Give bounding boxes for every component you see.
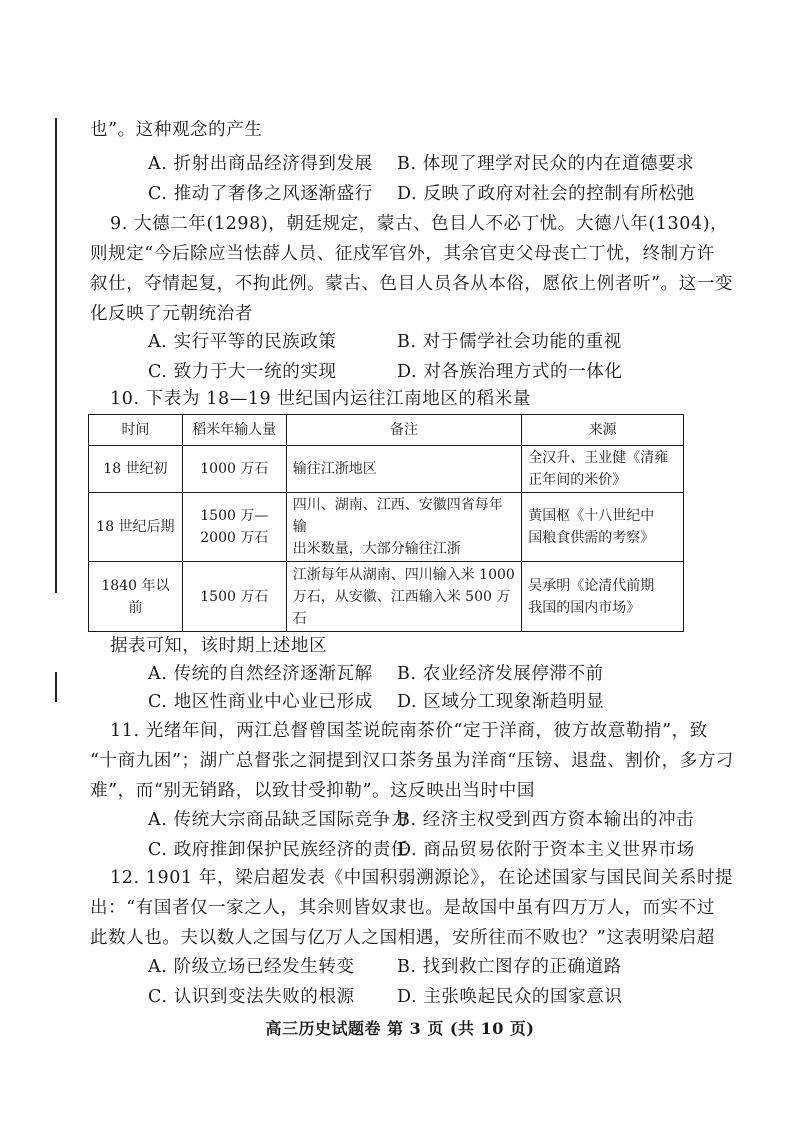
q10-option-b[interactable]: B. 农业经济发展停滞不前 <box>397 664 604 684</box>
table-cell-time: 1840 年以前 <box>89 562 183 632</box>
q10-stem: 10. 下表为 18—19 世纪国内运往江南地区的稻米量 <box>110 389 531 409</box>
binding-margin-mark <box>55 672 57 702</box>
q9-option-d[interactable]: D. 对各族治理方式的一体化 <box>397 362 623 382</box>
q12-stem-line-1: 12. 1901 年，梁启超发表《中国积弱溯源论》，在论述国家与国民间关系时提 <box>110 868 734 888</box>
q10-option-c[interactable]: C. 地区性商业中心业已形成 <box>148 692 373 712</box>
q9-option-a[interactable]: A. 实行平等的民族政策 <box>148 332 337 352</box>
q10-after-table: 据表可知，该时期上述地区 <box>110 636 328 656</box>
q11-option-c[interactable]: C. 政府推卸保护民族经济的责任 <box>148 840 409 860</box>
table-cell-source <box>522 446 684 493</box>
rice-import-table <box>88 414 684 632</box>
table-cell-source <box>522 492 684 562</box>
q12-option-a[interactable]: A. 阶级立场已经发生转变 <box>148 957 355 977</box>
q8-option-a[interactable]: A. 折射出商品经济得到发展 <box>148 154 373 174</box>
table-cell-amount <box>182 492 286 562</box>
cell-line: 我国的国内市场》 <box>528 599 641 616</box>
table-row <box>89 562 684 632</box>
table-cell-note <box>286 446 522 493</box>
table-cell-source <box>522 562 684 632</box>
q9-stem-line-4: 化反映了元朝统治者 <box>90 304 253 324</box>
cell-line: 四川、湖南、江西、安徽四省每年输 <box>292 497 503 536</box>
table-cell-note <box>286 562 522 632</box>
q11-option-b[interactable]: B. 经济主权受到西方资本输出的冲击 <box>397 810 695 830</box>
q8-option-d[interactable]: D. 反映了政府对社会的控制有所松弛 <box>397 184 695 204</box>
table-cell-amount <box>182 562 286 632</box>
q10-option-a[interactable]: A. 传统的自然经济逐渐瓦解 <box>148 664 373 684</box>
q12-stem-line-2: 出：“有国者仅一家之人，其余则皆奴隶也。是故国中虽有四万万人，而实不过 <box>90 898 715 918</box>
table-header-amount: 稻米年输人量 <box>182 415 286 446</box>
cell-line: 2000 万石 <box>200 530 269 547</box>
q8-stem-tail: 也”。这种观念的产生 <box>90 120 263 140</box>
table-header-note: 备注 <box>286 415 522 446</box>
cell-line: 输往江浙地区 <box>292 460 377 477</box>
table-row <box>89 446 684 493</box>
cell-line: 国粮食供需的考察》 <box>528 530 655 547</box>
q11-option-d[interactable]: D. 商品贸易依附于资本主义世界市场 <box>397 840 695 860</box>
q11-stem-line-2: “十商九困”；湖广总督张之洞提到汉口茶务虽为洋商“压镑、退盘、割价，多方刁 <box>90 751 735 771</box>
cell-line: 1500 万石 <box>200 588 269 605</box>
q8-option-b[interactable]: B. 体现了理学对民众的内在道德要求 <box>397 154 695 174</box>
q9-option-c[interactable]: C. 致力于大一统的实现 <box>148 362 337 382</box>
q9-stem-line-2: 则规定“今后除应当怯薛人员、征戍军官外，其余官吏父母丧亡丁忧，终制方许 <box>90 244 715 264</box>
q9-option-b[interactable]: B. 对于儒学社会功能的重视 <box>397 332 622 352</box>
cell-line: 黄国枢《十八世纪中 <box>528 508 655 525</box>
q8-option-c[interactable]: C. 推动了奢侈之风逐渐盛行 <box>148 184 373 204</box>
table-cell-time: 18 世纪后期 <box>89 492 183 562</box>
table-header-source: 来源 <box>522 415 684 446</box>
binding-margin-line <box>55 118 57 593</box>
table-row <box>89 492 684 562</box>
q11-stem-line-3: 难”，而“别无销路，以致甘受抑勒”。这反映出当时中国 <box>90 781 535 801</box>
q11-option-a[interactable]: A. 传统大宗商品缺乏国际竞争力 <box>148 810 409 830</box>
cell-line: 1500 万— <box>200 508 269 525</box>
cell-line: 全汉升、王业健《清雍 <box>528 449 669 466</box>
table-header-time: 时间 <box>89 415 183 446</box>
cell-line: 出米数量，大部分输往江浙 <box>292 541 461 558</box>
q10-option-d[interactable]: D. 区域分工现象渐趋明显 <box>397 692 605 712</box>
table-cell-time: 18 世纪初 <box>89 446 183 493</box>
q12-option-b[interactable]: B. 找到救亡图存的正确道路 <box>397 957 622 977</box>
q9-stem-line-1: 9. 大德二年(1298)，朝廷规定，蒙古、色目人不必丁忧。大德八年(1304)， <box>110 214 729 234</box>
table-cell-note <box>286 492 522 562</box>
table-cell-amount <box>182 446 286 493</box>
cell-line: 1000 万石 <box>200 460 269 477</box>
table-header-row <box>89 415 684 446</box>
q11-stem-line-1: 11. 光绪年间，两江总督曾国荃说皖南茶价“定于洋商，彼方故意勒掯”，致 <box>110 721 708 741</box>
cell-line: 江浙每年从湖南、四川输入米 1000 <box>292 566 515 583</box>
cell-line: 万石，从安徽、江西输入米 500 万石 <box>292 588 511 627</box>
q12-option-d[interactable]: D. 主张唤起民众的国家意识 <box>397 987 623 1007</box>
page-footer: 高三历史试题卷 第 3 页 (共 10 页) <box>265 1019 535 1038</box>
q12-option-c[interactable]: C. 认识到变法失败的根源 <box>148 987 355 1007</box>
q9-stem-line-3: 叙仕，夺情起复，不拘此例。蒙古、色目人员各从本俗，愿依上例者听”。这一变 <box>90 274 734 294</box>
cell-line: 吴承明《论清代前期 <box>528 577 655 594</box>
cell-line: 正年间的米价》 <box>528 471 627 488</box>
q12-stem-line-3: 此数人也。夫以数人之国与亿万人之国相遇，安所往而不败也？”这表明梁启超 <box>90 928 715 948</box>
